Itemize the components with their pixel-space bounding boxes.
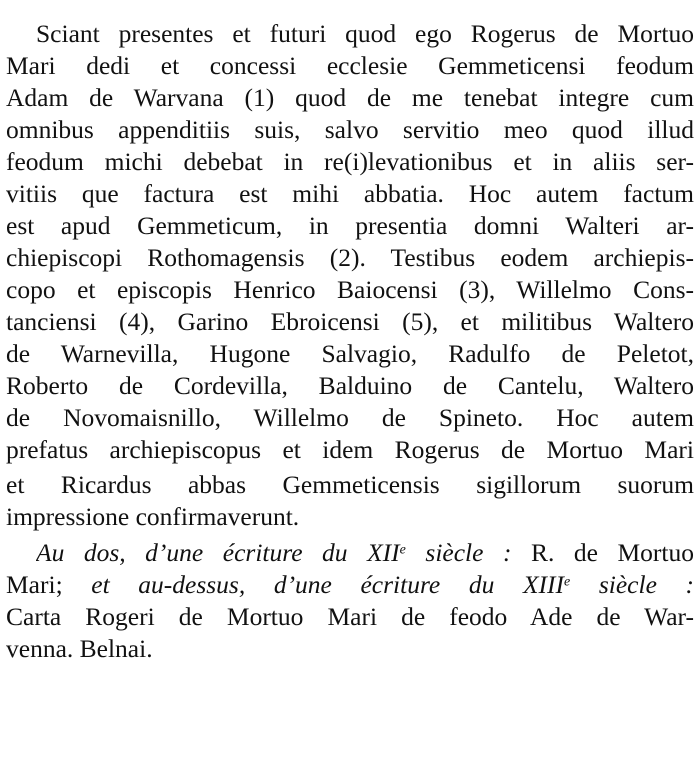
endorsement-roman: R. de Mortuo [511, 538, 694, 567]
charter-line: chiepiscopi Rothomagensis (2). Testibus eodem archiepis- [6, 243, 694, 272]
charter-line: omnibus appenditiis suis, salvo servitio meo quod illud [6, 115, 694, 144]
charter-line: Sciant presentes et futuri quod ego Rogerus de Mortuo [36, 19, 694, 48]
charter-line: Adam de Warvana (1) quod de me tenebat integre cum [6, 83, 694, 112]
endorsement-line [36, 537, 694, 569]
endorsement-line: Carta Rogeri de Mortuo Mari de feodo Ade de War- [6, 602, 694, 631]
charter-line: de Novomaisnillo, Willelmo de Spineto. Hoc autem [6, 403, 694, 432]
charter-line: est apud Gemmeticum, in presentia domni Walteri ar- [6, 211, 694, 240]
charter-line: et Ricardus abbas Gemmeticensis sigillorum suorum [6, 470, 694, 499]
endorsement-italic: et au-dessus, d’une écriture du XIII [62, 570, 565, 599]
charter-line: vitiis que factura est mihi abbatia. Hoc autem factum [6, 179, 694, 208]
superscript: e [564, 574, 571, 590]
charter-line: de Warnevilla, Hugone Salvagio, Radulfo de Peletot, [6, 339, 694, 368]
charter-line: Roberto de Cordevilla, Balduino de Cantelu, Waltero [6, 371, 694, 400]
charter-line: prefatus archiepiscopus et idem Rogerus de Mortuo Mari [6, 435, 694, 464]
endorsement-italic: siècle : [405, 538, 512, 567]
charter-line: copo et episcopis Henrico Baiocensi (3), Willelmo Cons- [6, 275, 694, 304]
charter-line: feodum michi debebat in re(i)levationibus et in aliis ser- [6, 147, 694, 176]
charter-line: Mari dedi et concessi ecclesie Gemmeticensi feodum [6, 51, 694, 80]
endorsement-roman: Mari; [6, 570, 63, 599]
endorsement-line [6, 569, 694, 601]
superscript: e [399, 542, 406, 558]
endorsement-italic: Au dos, d’une écriture du XII [36, 538, 400, 567]
endorsement-italic: siècle : [570, 570, 694, 599]
charter-line: tanciensi (4), Garino Ebroicensi (5), et militibus Waltero [6, 307, 694, 336]
charter-line: impressione confirmaverunt. [6, 502, 300, 531]
endorsement-line: venna. Belnai. [6, 634, 153, 663]
